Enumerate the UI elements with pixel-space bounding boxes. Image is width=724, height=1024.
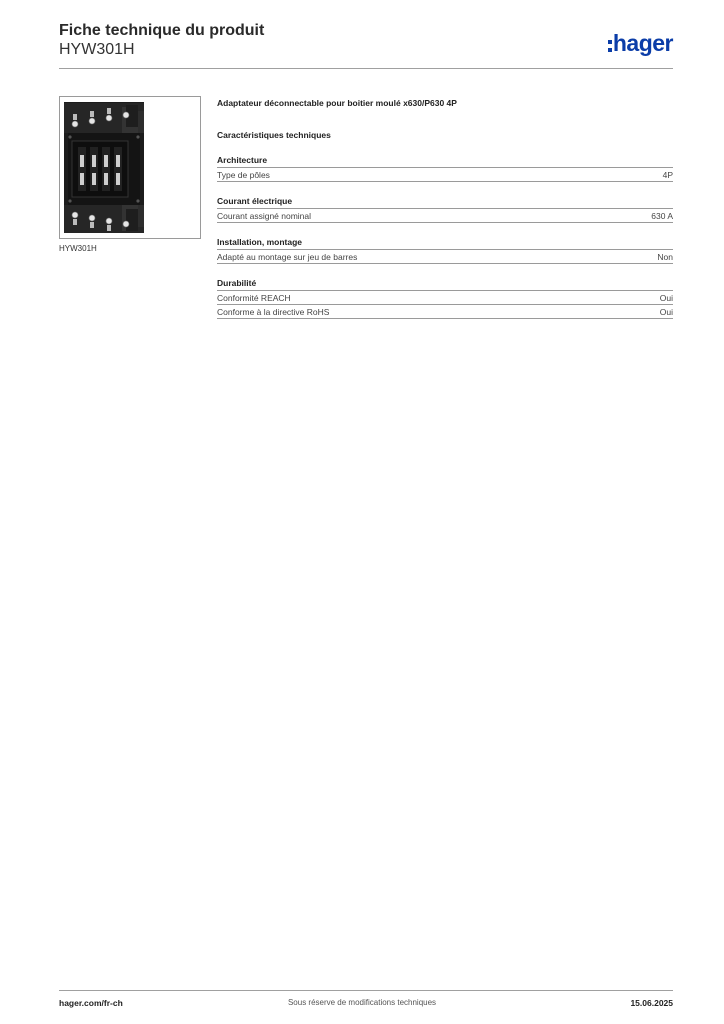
section-title: Architecture [217,155,673,168]
hager-logo[interactable] [608,30,673,56]
section-title: Durabilité [217,278,673,291]
section-courant-electrique [217,196,673,223]
spec-row [217,291,673,305]
section-title: Courant électrique [217,196,673,209]
section-title: Installation, montage [217,237,673,250]
page-title: Fiche technique du produit [59,22,265,39]
spec-row [217,250,673,264]
spec-row [217,168,673,182]
image-caption: HYW301H [59,244,97,253]
tech-specs-heading: Caractéristiques techniques [217,130,331,140]
product-image [59,96,201,239]
footer-divider [59,990,673,991]
product-details [217,96,673,319]
logo-dots-icon [608,40,612,52]
product-reference: HYW301H [59,41,135,58]
spec-value: 630 A [651,211,673,221]
header-divider [59,68,673,69]
spec-value: Oui [659,307,673,317]
spec-label: Type de pôles [217,170,270,180]
section-installation-montage [217,237,673,264]
footer-website-link[interactable]: hager.com/fr-ch [59,998,123,1008]
section-architecture [217,155,673,182]
footer-date: 15.06.2025 [630,998,673,1008]
spec-value: 4P [662,170,673,180]
logo-text: hager [612,30,673,56]
spec-row [217,209,673,223]
spec-label: Conforme à la directive RoHS [217,307,330,317]
product-illustration-icon [60,97,200,238]
spec-label: Courant assigné nominal [217,211,312,221]
spec-label: Adapté au montage sur jeu de barres [217,252,358,262]
section-durabilite [217,278,673,319]
spec-label: Conformité REACH [217,293,291,303]
spec-value: Oui [659,293,673,303]
spec-value: Non [657,252,673,262]
page-header [59,20,673,68]
product-description: Adaptateur déconnectable pour boitier moulé x630/P630 4P [217,98,457,108]
spec-row [217,305,673,319]
footer-disclaimer: Sous réserve de modifications techniques [287,998,437,1007]
